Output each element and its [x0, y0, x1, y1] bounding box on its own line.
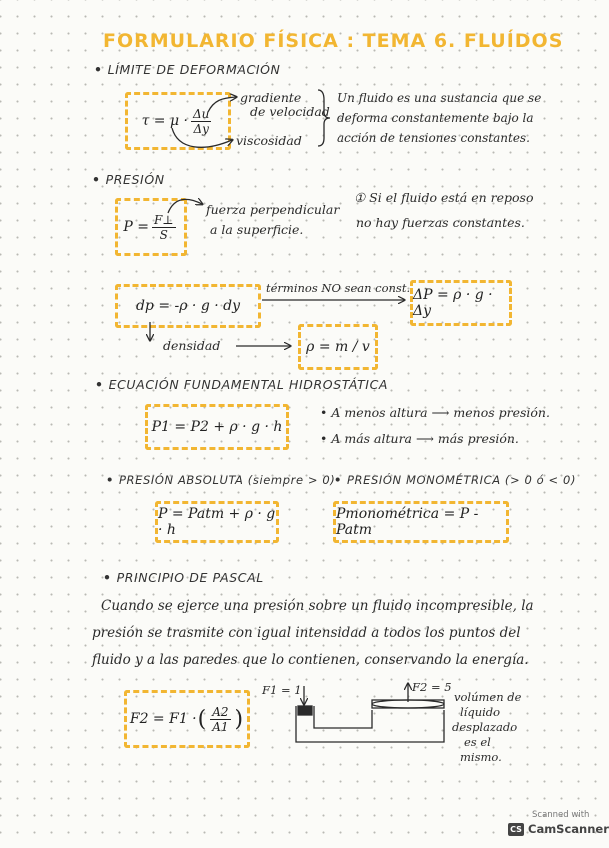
watermark-brand [508, 822, 609, 836]
fraction-f-s [152, 213, 176, 242]
formula-hidrostatica: P1 = P2 + ρ · g · h [151, 419, 283, 435]
section-presion-heading [92, 172, 165, 187]
bullet-icon: • [320, 405, 332, 420]
section-limite-heading-text: LÍMITE DE DEFORMACIÓN [107, 62, 281, 77]
formula-dp: dp = -ρ · g · dy [135, 298, 241, 314]
fraction-numerator: Δu [192, 106, 210, 121]
label-superficie: a la superficie. [210, 222, 304, 237]
bullet-icon: • [94, 62, 103, 77]
section-presion-heading-text: PRESIÓN [105, 172, 165, 187]
section-hidrostatica-heading-text: ECUACIÓN FUNDAMENTAL HIDROSTÁTICA [108, 377, 389, 392]
label-terminos-no-const: términos NO sean const. [266, 281, 411, 295]
point-mas-altura-text: A más altura ⟶ más presión. [331, 431, 519, 446]
label-velocidad: de velocidad [250, 104, 330, 119]
note-volumen-line4: es el [464, 735, 491, 749]
formula-absoluta: P = Patm + ρ · g · h [158, 506, 276, 538]
note-reposo-line1: ① Si el fluido está en reposo [354, 190, 534, 205]
pascal-text-line3: fluido y a las paredes que lo contienen, conservando la energía. [92, 652, 529, 668]
paren-right-icon: ) [234, 706, 244, 732]
formula-box-presion [115, 198, 187, 256]
bullet-icon: • [92, 172, 101, 187]
label-gradiente: gradiente [240, 90, 302, 105]
formula-box-delta-p [410, 280, 512, 326]
note-fluido-line2: deforma constantemente bajo la [337, 111, 534, 125]
fraction-numerator: F⊥ [153, 212, 174, 227]
section-limite-heading [94, 62, 281, 77]
bullet-icon: • [106, 473, 114, 487]
section-pascal-heading-text: PRINCIPIO DE PASCAL [116, 570, 264, 585]
formula-box-tension [125, 92, 231, 150]
point-menos-altura [320, 405, 550, 420]
pascal-text-line2: presión se trasmite con igual intensidad a todos los puntos del [92, 625, 521, 641]
formula-p-lhs: P = [123, 219, 149, 235]
formula-pascal-lhs: F2 = F1 · [129, 711, 197, 727]
note-volumen-line2: líquido [460, 705, 501, 719]
fraction-denominator: A1 [212, 719, 229, 734]
note-reposo-line2: no hay fuerzas constantes. [356, 215, 525, 230]
label-f2: F2 = 5 [412, 680, 452, 694]
formula-box-absoluta [155, 501, 279, 543]
bullet-icon: • [334, 473, 342, 487]
section-absoluta-heading [106, 473, 335, 487]
formula-manometrica: Pmonométrica = P - Patm [336, 506, 479, 538]
formula-box-dp [115, 284, 261, 328]
label-densidad: densidad [163, 338, 221, 353]
bullet-icon: • [103, 570, 112, 585]
section-manometrica-heading-text: PRESIÓN MONOMÉTRICA (> 0 ó < 0) [346, 473, 577, 487]
bullet-icon: • [320, 431, 332, 446]
section-pascal-heading [103, 570, 264, 585]
section-hidrostatica-heading [95, 377, 388, 392]
page-title: FORMULARIO FÍSICA : TEMA 6. FLUÍDOS [103, 30, 564, 52]
fraction-numerator: A2 [212, 704, 229, 719]
pascal-text-line1: Cuando se ejerce una presión sobre un fluido incompresible, la [101, 598, 534, 614]
section-manometrica-heading [334, 473, 576, 487]
bullet-icon: • [95, 377, 104, 392]
formula-box-hidrostatica [145, 404, 289, 450]
formula-tau-lhs: τ = μ · [141, 113, 188, 129]
watermark-brand-text: CamScanner [528, 822, 609, 836]
note-volumen-line1: volúmen de [454, 690, 522, 704]
section-absoluta-heading-text: PRESIÓN ABSOLUTA (siempre > 0) [118, 473, 336, 487]
point-menos-altura-text: A menos altura ⟶ menos presión. [331, 405, 550, 420]
formula-rho: ρ = m / v [306, 339, 370, 355]
point-mas-altura [320, 431, 519, 446]
note-fluido-line1: Un fluido es una sustancia que se [337, 91, 542, 105]
fraction-du-dy [191, 107, 211, 136]
camscanner-logo-icon: CS [508, 823, 524, 836]
label-fuerza-perpendicular: fuerza perpendicular [206, 202, 340, 217]
fraction-denominator: S [159, 227, 168, 242]
note-volumen-line5: mismo. [460, 750, 502, 764]
formula-box-rho [298, 324, 378, 370]
formula-box-manometrica [333, 501, 509, 543]
label-viscosidad: viscosidad [236, 133, 302, 148]
watermark-scanned-with: Scanned with [532, 810, 590, 820]
formula-delta-p: ΔP = ρ · g · Δy [413, 287, 493, 319]
formula-box-pascal [124, 690, 250, 748]
note-volumen-line3: desplazado [452, 720, 518, 734]
label-f1: F1 = 1 [262, 683, 302, 697]
note-fluido-line3: acción de tensiones constantes. [337, 131, 530, 145]
paren-left-icon: ( [197, 706, 207, 732]
fraction-denominator: Δy [193, 121, 209, 136]
fraction-a2-a1 [210, 705, 230, 734]
